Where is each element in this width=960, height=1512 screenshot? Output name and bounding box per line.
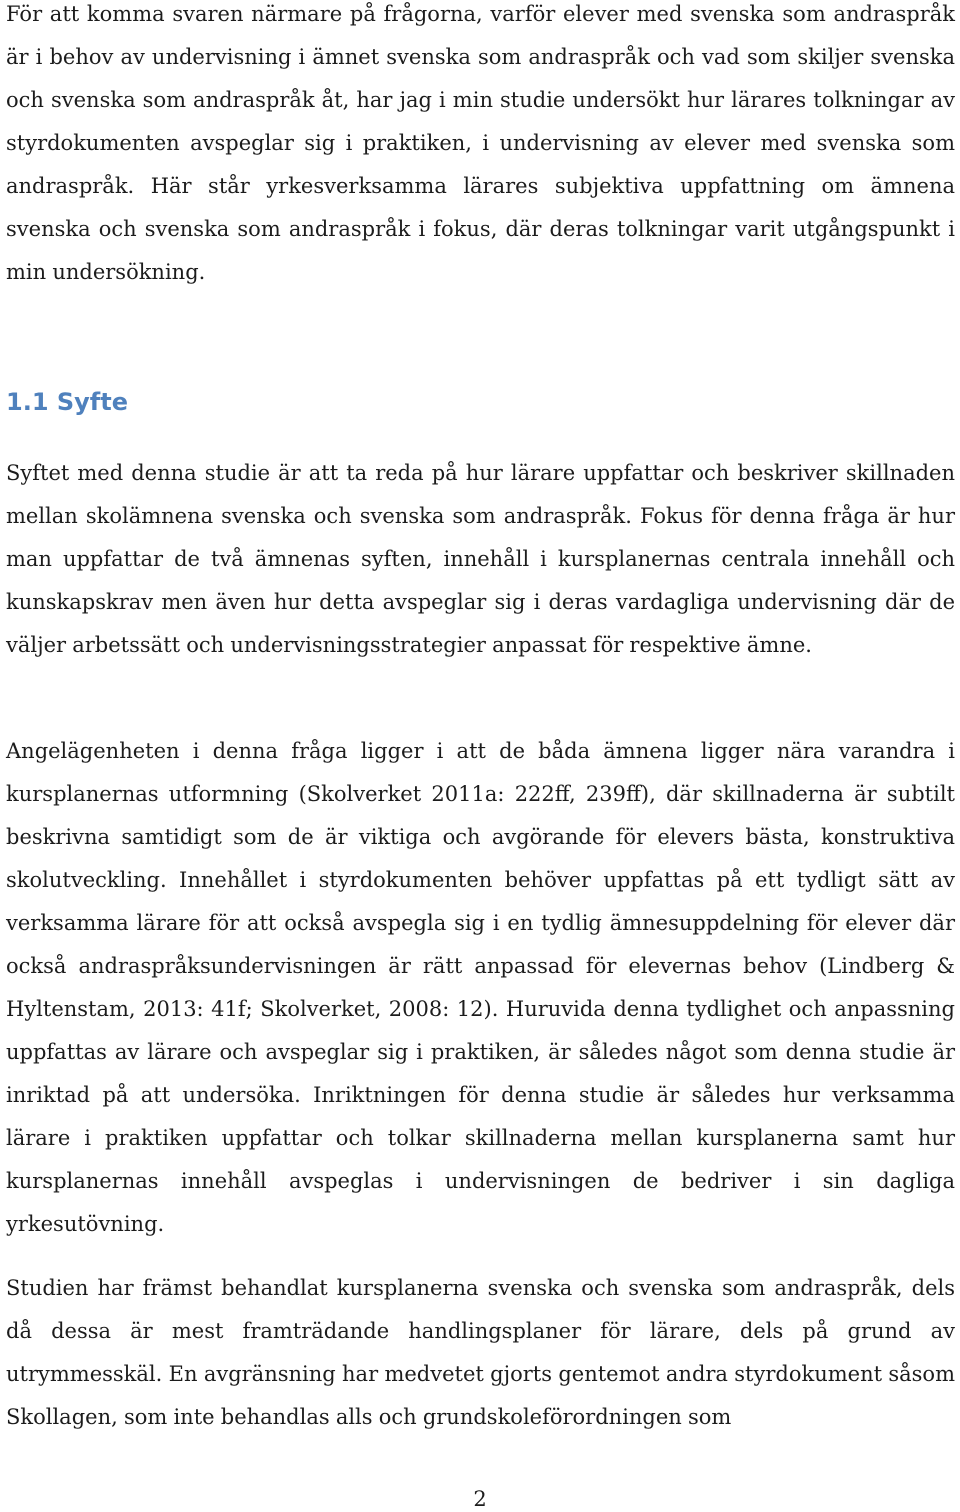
page-number: 2 <box>473 1487 487 1511</box>
angelagenheten-paragraph: Angelägenheten i denna fråga ligger i att de båda ämnena ligger nära varandra i kursplanernas utformning (Skolverket 2011a: 222ff, 239ff), där skillnaderna är subtilt beskrivna samtidigt som de är viktiga och avgörande för elevers bästa, konstruktiva skolutveckling. Innehållet i styrdokumenten behöver uppfattas på ett tydligt sätt av verksamma lärare för att också avspegla sig i en tydlig ämnesuppdelning för elever där också andraspråksundervisningen är rätt anpassad för elevernas behov (Lindberg & Hyltenstam, 2013: 41f; Skolverket, 2008: 12). Huruvida denna tydlighet och anpassning uppfattas av lärare och avspeglar sig i praktiken, är således något som denna studie är inriktad på att undersöka. Inriktningen för denna studie är således hur verksamma lärare i praktiken uppfattar och tolkar skillnaderna mellan kursplanerna samt hur kursplanernas innehåll avspeglas i undervisningen de bedriver i sin dagliga yrkesutövning. <box>6 739 955 1236</box>
section-heading-syfte: 1.1 Syfte <box>6 388 128 416</box>
studien-paragraph: Studien har främst behandlat kursplanerna svenska och svenska som andraspråk, dels då dessa är mest framträdande handlingsplaner för lärare, dels på grund av utrymmesskäl. En avgränsning har medvetet gjorts gentemot andra styrdokument såsom Skollagen, som inte behandlas alls och grundskoleförordningen som <box>6 1276 955 1429</box>
intro-paragraph: För att komma svaren närmare på frågorna, varför elever med svenska som andraspråk är i behov av undervisning i ämnet svenska som andraspråk och vad som skiljer svenska och svenska som andraspråk åt, har jag i min studie undersökt hur lärares tolkningar av styrdokumenten avspeglar sig i praktiken, i undervisning av elever med svenska som andraspråk. Här står yrkesverksamma lärares subjektiva uppfattning om ämnena svenska och svenska som andraspråk i fokus, där deras tolkningar varit utgångspunkt i min undersökning. <box>6 2 955 284</box>
syfte-paragraph: Syftet med denna studie är att ta reda på hur lärare uppfattar och beskriver skillnaden mellan skolämnena svenska och svenska som andraspråk. Fokus för denna fråga är hur man uppfattar de två ämnenas syften, innehåll i kursplanernas centrala innehåll och kunskapskrav men även hur detta avspeglar sig i deras vardagliga undervisning där de väljer arbetssätt och undervisningsstrategier anpassat för respektive ämne. <box>6 461 955 657</box>
